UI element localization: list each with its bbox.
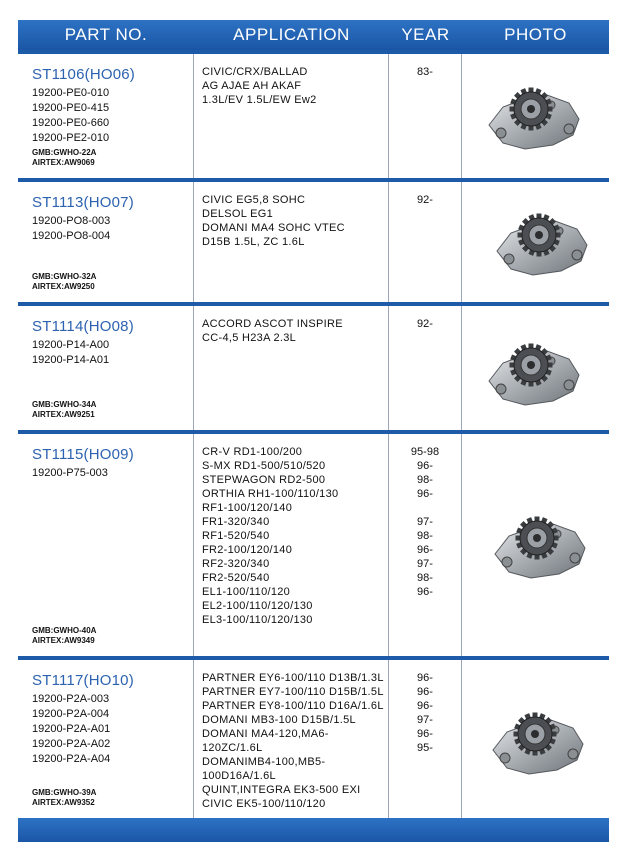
part-no-cell (18, 182, 194, 302)
part-title: ST1115(HO09) (32, 446, 134, 463)
year-cell (389, 434, 462, 656)
year-gap (389, 501, 461, 515)
application-line: ORTHIA RH1-100/110/130 (202, 488, 339, 500)
cross-reference (32, 626, 96, 646)
application-cell (194, 434, 389, 656)
oem-part-number: 19200-P2A-003 (32, 693, 110, 705)
application-line: FR2-100/120/140 (202, 544, 293, 556)
year-line: 96- (417, 728, 433, 740)
year-line: 96- (417, 488, 433, 500)
application-line: S-MX RD1-500/510/520 (202, 460, 326, 472)
cross-reference (32, 272, 96, 292)
year-line: 96- (417, 672, 433, 684)
oem-part-number: 19200-PE0-660 (32, 117, 110, 129)
oem-part-number: 19200-P75-003 (32, 467, 108, 479)
part-title: ST1106(HO06) (32, 66, 135, 83)
cross-reference (32, 148, 96, 168)
year-line: 96- (417, 544, 433, 556)
year-line: 98- (417, 530, 433, 542)
water-pump-icon (481, 325, 591, 411)
application-line: QUINT,INTEGRA EK3-500 EXI (202, 784, 361, 796)
oem-part-number: 19200-P2A-A02 (32, 738, 111, 750)
gmb-ref: GMB:GWHO-39A (32, 788, 97, 797)
year-line: 92- (417, 318, 433, 330)
year-line: 98- (417, 572, 433, 584)
oem-part-number: 19200-PE0-010 (32, 87, 110, 99)
application-line: ACCORD ASCOT INSPIRE (202, 318, 343, 330)
photo-cell (462, 660, 609, 818)
oem-part-number: 19200-PO8-003 (32, 215, 111, 227)
application-line: DOMANIMB4-100,MB5-100D16A/1.6L (202, 756, 326, 782)
gmb-ref: GMB:GWHO-32A (32, 272, 97, 281)
application-line: DOMANI MA4 SOHC VTEC (202, 222, 345, 234)
application-line: STEPWAGON RD2-500 (202, 474, 326, 486)
oem-part-number: 19200-PE0-415 (32, 102, 110, 114)
application-cell (194, 54, 389, 178)
header-year: YEAR (401, 25, 450, 44)
part-no-cell (18, 434, 194, 656)
application-line: PARTNER EY8-100/110 D16A/1.6L (202, 700, 384, 712)
year-cell (389, 182, 462, 302)
application-line: CR-V RD1-100/200 (202, 446, 303, 458)
cross-reference (32, 400, 96, 420)
cross-reference (32, 788, 96, 808)
header-photo: PHOTO (504, 25, 567, 44)
airtex-ref: AIRTEX:AW9349 (32, 636, 95, 645)
oem-part-number: 19200-PE2-010 (32, 132, 110, 144)
photo-cell (462, 434, 609, 656)
application-line: EL2-100/110/120/130 (202, 600, 313, 612)
table-row (18, 178, 609, 302)
header-part-no: PART NO. (64, 25, 148, 44)
application-line: EL1-100/110/120 (202, 586, 291, 598)
table-footer-bar (18, 818, 609, 842)
oem-part-number: 19200-P14-A00 (32, 339, 110, 351)
water-pump-icon (481, 502, 591, 588)
water-pump-icon (481, 73, 591, 159)
application-line: RF1-100/120/140 (202, 502, 293, 514)
application-line: FR2-520/540 (202, 572, 270, 584)
table-header (18, 20, 609, 50)
year-line: 96- (417, 586, 433, 598)
year-line: 96- (417, 686, 433, 698)
airtex-ref: AIRTEX:AW9251 (32, 410, 95, 419)
application-line: DOMANI MA4-120,MA6-120ZC/1.6L (202, 728, 329, 754)
gmb-ref: GMB:GWHO-40A (32, 626, 97, 635)
gmb-ref: GMB:GWHO-22A (32, 148, 97, 157)
airtex-ref: AIRTEX:AW9352 (32, 798, 95, 807)
application-line: PARTNER EY7-100/110 D15B/1.5L (202, 686, 384, 698)
oem-part-number: 19200-P2A-A01 (32, 723, 111, 735)
application-cell (194, 182, 389, 302)
year-line: 98- (417, 474, 433, 486)
part-title: ST1113(HO07) (32, 194, 134, 211)
year-line: 97- (417, 516, 433, 528)
application-line: PARTNER EY6-100/110 D13B/1.3L (202, 672, 384, 684)
year-line: 92- (417, 194, 433, 206)
part-title: ST1114(HO08) (32, 318, 134, 335)
water-pump-icon (481, 199, 591, 285)
part-no-cell (18, 54, 194, 178)
table-row (18, 50, 609, 178)
year-cell (389, 54, 462, 178)
airtex-ref: AIRTEX:AW9069 (32, 158, 95, 167)
year-line: 97- (417, 558, 433, 570)
year-line: 97- (417, 714, 433, 726)
photo-cell (462, 182, 609, 302)
application-line: CIVIC EG5,8 SOHC (202, 194, 306, 206)
application-line: CC-4,5 H23A 2.3L (202, 332, 297, 344)
year-cell (389, 306, 462, 430)
oem-part-number: 19200-P2A-004 (32, 708, 110, 720)
airtex-ref: AIRTEX:AW9250 (32, 282, 95, 291)
application-line: DELSOL EG1 (202, 208, 274, 220)
water-pump-icon (481, 696, 591, 782)
application-line: RF2-320/340 (202, 558, 270, 570)
table-row (18, 302, 609, 430)
year-line: 96- (417, 700, 433, 712)
gmb-ref: GMB:GWHO-34A (32, 400, 97, 409)
application-line: D15B 1.5L, ZC 1.6L (202, 236, 305, 248)
oem-part-number: 19200-P2A-A04 (32, 753, 111, 765)
application-line: 1.3L/EV 1.5L/EW Ew2 (202, 94, 317, 106)
application-line: CIVIC/CRX/BALLAD (202, 66, 308, 78)
year-line: 83- (417, 66, 433, 78)
table-row (18, 656, 609, 818)
application-line: FR1-320/340 (202, 516, 270, 528)
application-line: EL3-100/110/120/130 (202, 614, 313, 626)
application-line: AG AJAE AH AKAF (202, 80, 302, 92)
table-row (18, 430, 609, 656)
photo-cell (462, 306, 609, 430)
application-line: CIVIC EK5-100/110/120 (202, 798, 326, 810)
year-line: 96- (417, 460, 433, 472)
application-line: DOMANI MB3-100 D15B/1.5L (202, 714, 356, 726)
photo-cell (462, 54, 609, 178)
header-application: APPLICATION (233, 25, 350, 44)
application-cell (194, 306, 389, 430)
application-line: RF1-520/540 (202, 530, 270, 542)
part-title: ST1117(HO10) (32, 672, 134, 689)
year-line: 95-98 (410, 446, 440, 458)
oem-part-number: 19200-P14-A01 (32, 354, 110, 366)
part-no-cell (18, 660, 194, 818)
application-cell (194, 660, 389, 818)
year-cell (389, 660, 462, 818)
year-line: 95- (417, 742, 433, 754)
catalog-page (18, 20, 609, 842)
part-no-cell (18, 306, 194, 430)
oem-part-number: 19200-PO8-004 (32, 230, 111, 242)
